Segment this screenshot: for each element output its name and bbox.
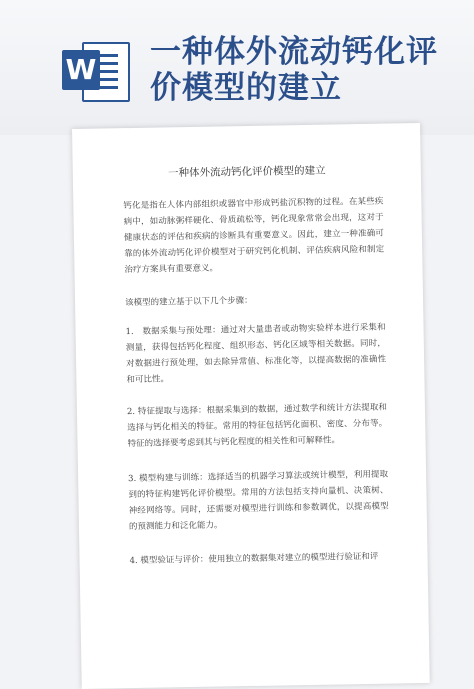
- document-title: 一种体外流动钙化评价模型的建立: [167, 164, 326, 180]
- banner-title: 一种体外流动钙化评价模型的建立: [150, 34, 438, 106]
- word-letter: W: [62, 50, 100, 90]
- paragraph-steps-intro: 该模型的建立基于以下几个步骤：: [124, 295, 253, 309]
- paragraph-step-3: 3. 模型构建与训练：选择适当的机器学习算法或统计模型，利用提取到的特征构建钙化评价模型。常用的方法包括支持向量机、决策树、神经网络等。同时，还需要对模型进行训练和参数调优，以提高模型的预测能力和泛化能力。: [128, 469, 389, 533]
- paragraph-intro: 钙化是指在人体内部组织或器官中形成钙盐沉积物的过程。在某些疾病中，如动脉粥样硬化、骨质疏松等，钙化现象常常会出现，这对于健康状态的评估和疾病的诊断具有重要意义。因此，建立一种准确可靠的体外流动钙化评价模型对于研究钙化机制、评估疾病风险和制定治疗方案具有重要意义。: [123, 196, 385, 276]
- paragraph-step-2: 2. 特征提取与选择：根据采集到的数据，通过数学和统计方法提取和选择与钙化相关的特征。常用的特征包括钙化面积、密度、分布等。特征的选择要考虑到其与钙化程度的相关性和可解释性。: [126, 402, 388, 450]
- paragraph-step-1: 1. 数据采集与预处理：通过对大量患者或动物实验样本进行采集和测量，获得包括钙化程度、组织形态、钙化区域等相关数据。同时，对数据进行预处理，如去除异常值、标准化等，以提高数据的准确性和可比性。: [125, 322, 387, 386]
- document-page: [72, 123, 430, 689]
- paragraph-step-4: 4. 模型验证与评价：使用独立的数据集对建立的模型进行验证和评: [129, 551, 379, 567]
- header-banner: [0, 0, 474, 135]
- word-icon: [62, 40, 128, 100]
